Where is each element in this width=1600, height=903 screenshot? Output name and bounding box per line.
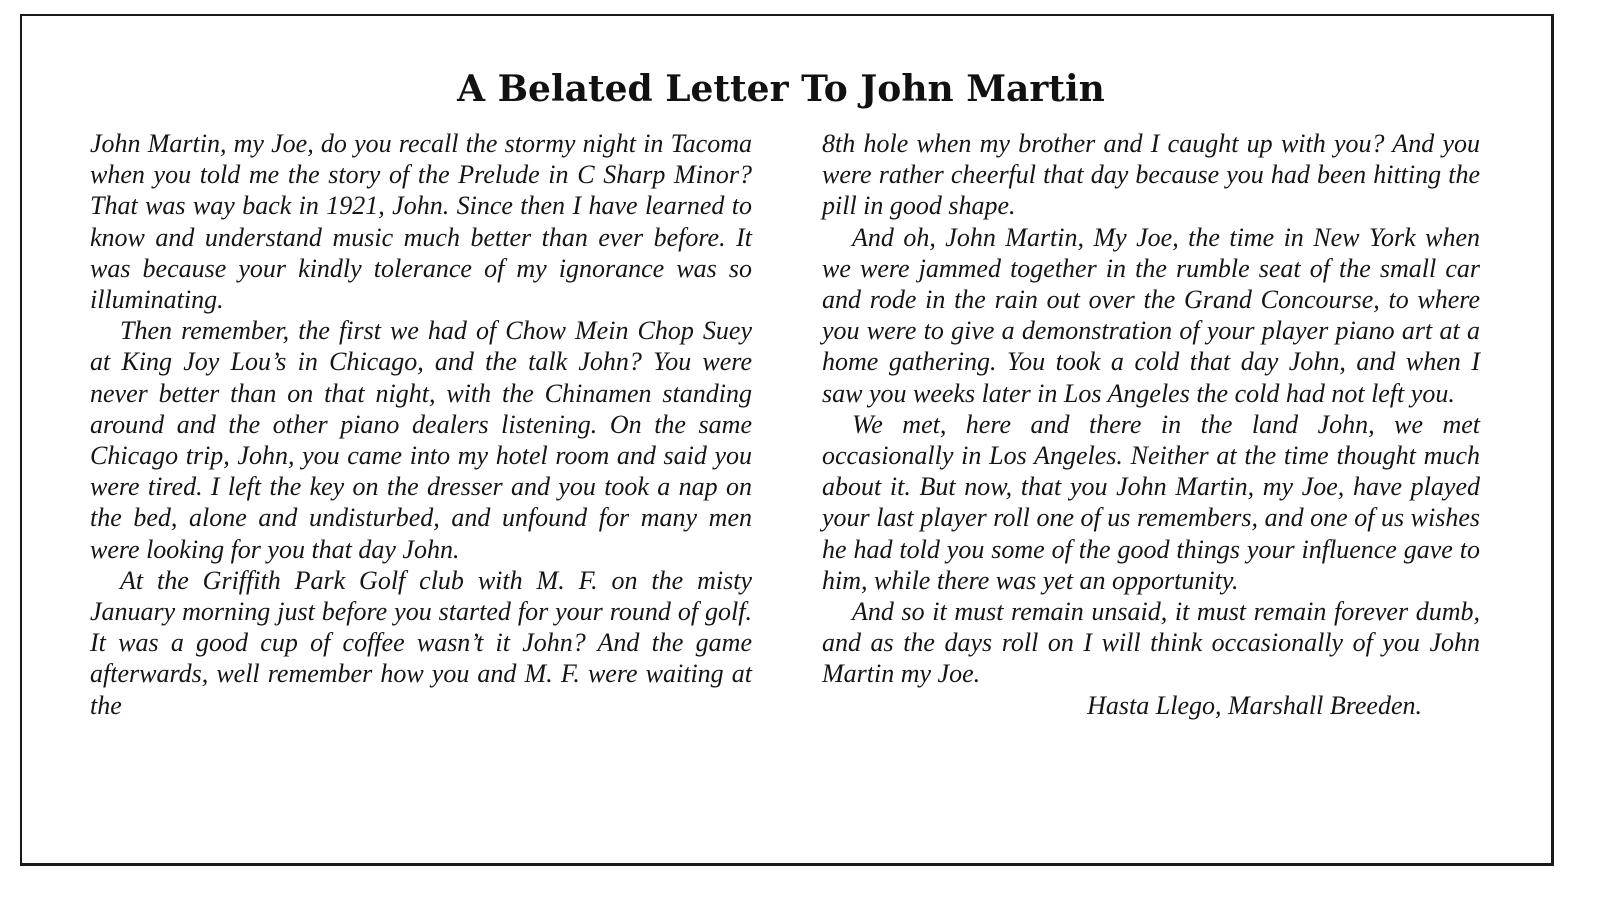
paragraph-chicago: Then remember, the first we had of Chow Mein Chop Suey at King Joy Lou’s in Chicago, and the talk John? You were never better than on that night, with the Chinamen standing around and the other piano dealers listening. On the same Chicago trip, John, you came into my hotel room and said you were tired. I left the key on the dresser and you took a nap on the bed, alone and undisturbed, and unfound for many men were looking for you that day John. xyxy=(90,316,752,564)
article-title: A Belated Letter To John Martin xyxy=(457,68,1105,110)
right-column xyxy=(822,128,1480,721)
paragraph-golf: At the Griffith Park Golf club with M. F. on the misty January morning just before you started for your round of golf. It was a good cup of coffee wasn’t it John? And the game afterwards, well remember how you and M. F. were waiting at the xyxy=(90,565,752,720)
paragraph-opening: John Martin, my Joe, do you recall the stormy night in Tacoma when you told me the story of the Prelude in C Sharp Minor? That was way back in 1921, John. Since then I have learned to know and understand music much better than ever before. It was because your kindly tolerance of my ignorance was so illuminating. xyxy=(90,129,752,315)
left-column xyxy=(90,128,752,721)
paragraph-los-angeles: We met, here and there in the land John, we met occasionally in Los Angeles. Neither at the time thought much about it. But now, that you John Martin, my Joe, have played your last player roll one of us remembers, and one of us wishes he had told you some of the good things your influence gave to him, while there was yet an opportunity. xyxy=(822,409,1480,595)
paragraph-closing: And so it must remain unsaid, it must remain forever dumb, and as the days roll on I will think occasionally of you John Martin my Joe. xyxy=(822,597,1480,689)
paragraph-new-york: And oh, John Martin, My Joe, the time in New York when we were jammed together in the rumble seat of the small car and rode in the rain out over the Grand Concourse, to where you were to give a demonstration of your player piano art at a home gathering. You took a cold that day John, and when I saw you weeks later in Los Angeles the cold had not left you. xyxy=(822,222,1480,408)
signature: Hasta Llego, Marshall Breeden. xyxy=(1087,690,1422,720)
paragraph-golf-continued: 8th hole when my brother and I caught up with you? And you were rather cheerful that day because you had been hitting the pill in good shape. xyxy=(822,129,1480,221)
